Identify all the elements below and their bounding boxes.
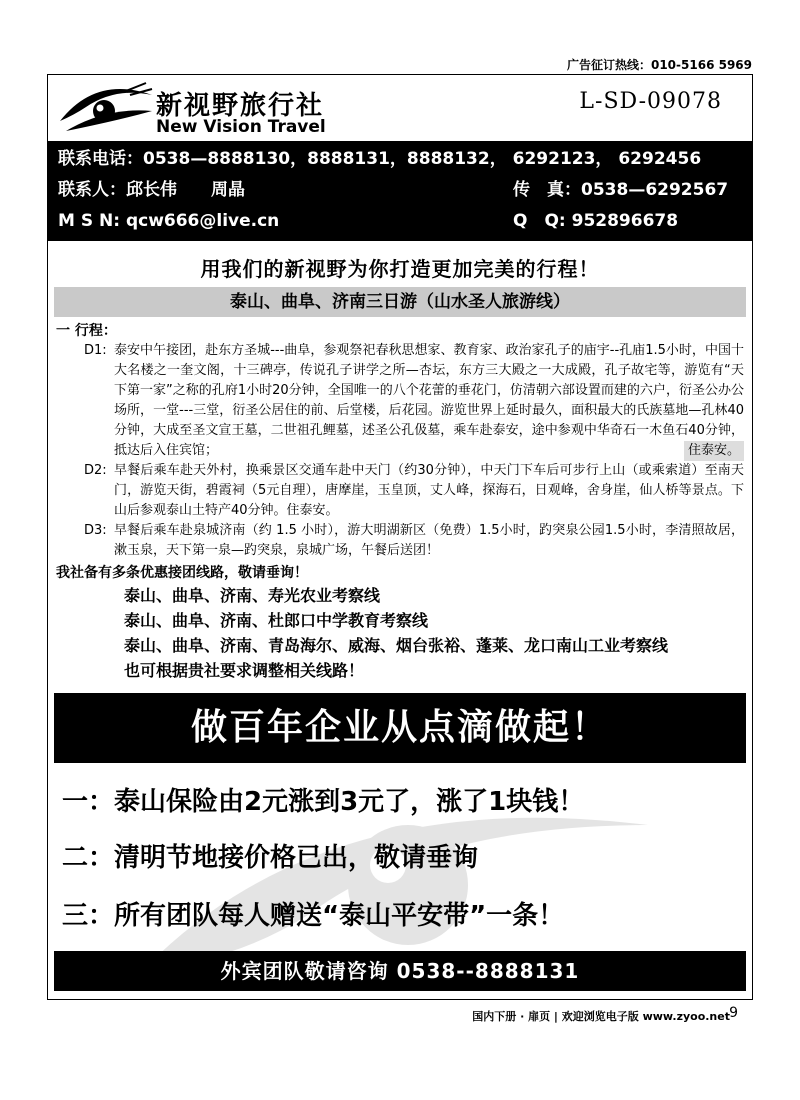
contact-person: 联系人：邱长伟 周晶 [58,180,245,200]
notice-item: 一：泰山保险由2元涨到3元了，涨了1块钱！ [62,787,585,817]
itinerary-day [56,461,744,521]
offer-item: 泰山、曲阜、济南、寿光农业考察线 [124,586,381,605]
notice-item: 二：清明节地接价格已出，敬请垂询 [62,843,479,873]
itinerary [48,321,752,683]
day-label: D2: [84,463,107,478]
page-number: 9 [729,1005,738,1021]
header [48,75,752,142]
slogan: 用我们的新视野为你打造更加完美的行程！ [200,257,600,281]
day-text: 早餐后乘车赴泉城济南（约 1.5 小时），游大明湖新区（免费）1.5小时，趵突泉公园1.5小时，李清照故居，漱玉泉，天下第一泉—趵突泉，泉城广场，午餐后送团！ [114,523,744,558]
offer-item: 泰山、曲阜、济南、杜郎口中学教育考察线 [124,611,429,630]
day-label: D1: [84,343,107,358]
notice-item: 三：所有团队每人赠送“泰山平安带”一条！ [62,901,565,931]
foreign-group-bar: 外宾团队敬请咨询 0538--8888131 [54,951,746,991]
day-label: D3: [84,523,107,538]
itinerary-heading: 一 行程： [56,323,117,339]
offer-item: 也可根据贵社要求调整相关线路！ [124,661,365,680]
stay-badge: 住泰安。 [684,441,744,461]
itinerary-day [56,521,744,561]
ad-frame [47,74,753,1000]
contact-fax: 传 真：0538—6292567 [513,180,729,200]
ad-hotline: 广告征订热线：010-5166 5969 [566,58,752,72]
brand-name-cn: 新视野旅行社 [156,91,325,121]
itinerary-day [56,341,744,461]
day-text: 早餐后乘车赴天外村，换乘景区交通车赴中天门（约30分钟），中天门下车后可步行上山（或乘索道）至南天门，游览天街，碧霞祠（5元自理），唐摩崖，玉皇顶，丈人峰，探海石，日观峰，舍身崖，仙人桥等景点。下山后参观泰山土特产40分钟。住泰安。 [114,463,744,518]
license-code: L-SD-09078 [579,89,722,114]
contact-qq: Q Q: 952896678 [513,211,679,231]
route-title: 泰山、曲阜、济南三日游（山水圣人旅游线） [54,287,746,317]
offers-title: 我社备有多条优惠接团线路，敬请垂询！ [56,565,308,581]
offer-item: 泰山、曲阜、济南、青岛海尔、威海、烟台张裕、蓬莱、龙口南山工业考察线 [124,636,669,655]
contact-msn: M S N: qcw666@live.cn [58,211,280,231]
offers-list [56,583,744,683]
contact-phone: 联系电话：0538—8888130，8888131，8888132， 6292123， 6292456 [58,149,702,169]
motto-banner: 做百年企业从点滴做起！ [54,693,746,763]
brand-name-en: New Vision Travel [156,117,326,137]
contact-block [48,142,752,241]
day-text: 泰安中午接团，赴东方圣城---曲阜，参观祭祀春秋思想家、教育家、政治家孔子的庙宇--孔庙1.5小时，中国十大名楼之一奎文阁，十三碑亭，传说孔子讲学之所—杏坛，东方三大殿之一大成殿，孔子故宅等，游览有“天下第一家”之称的孔府1小时20分钟，全国唯一的八个花蕾的垂花门，仿清朝六部设置而建的六户，衍圣公办公场所，一堂---三堂，衍圣公居住的前、后堂楼，后花园。游览世界上延时最久，面积最大的氏族墓地—孔林40分钟，大成至圣文宣王墓，二世祖孔鲤墓，述圣公孔伋墓，乘车赴泰安，途中参观中华奇石一木鱼石40分钟，抵达后入住宾馆； [114,343,744,458]
page-footer: 国内下册 · 扉页 | 欢迎浏览电子版 www.zyoo.net [472,1010,730,1023]
